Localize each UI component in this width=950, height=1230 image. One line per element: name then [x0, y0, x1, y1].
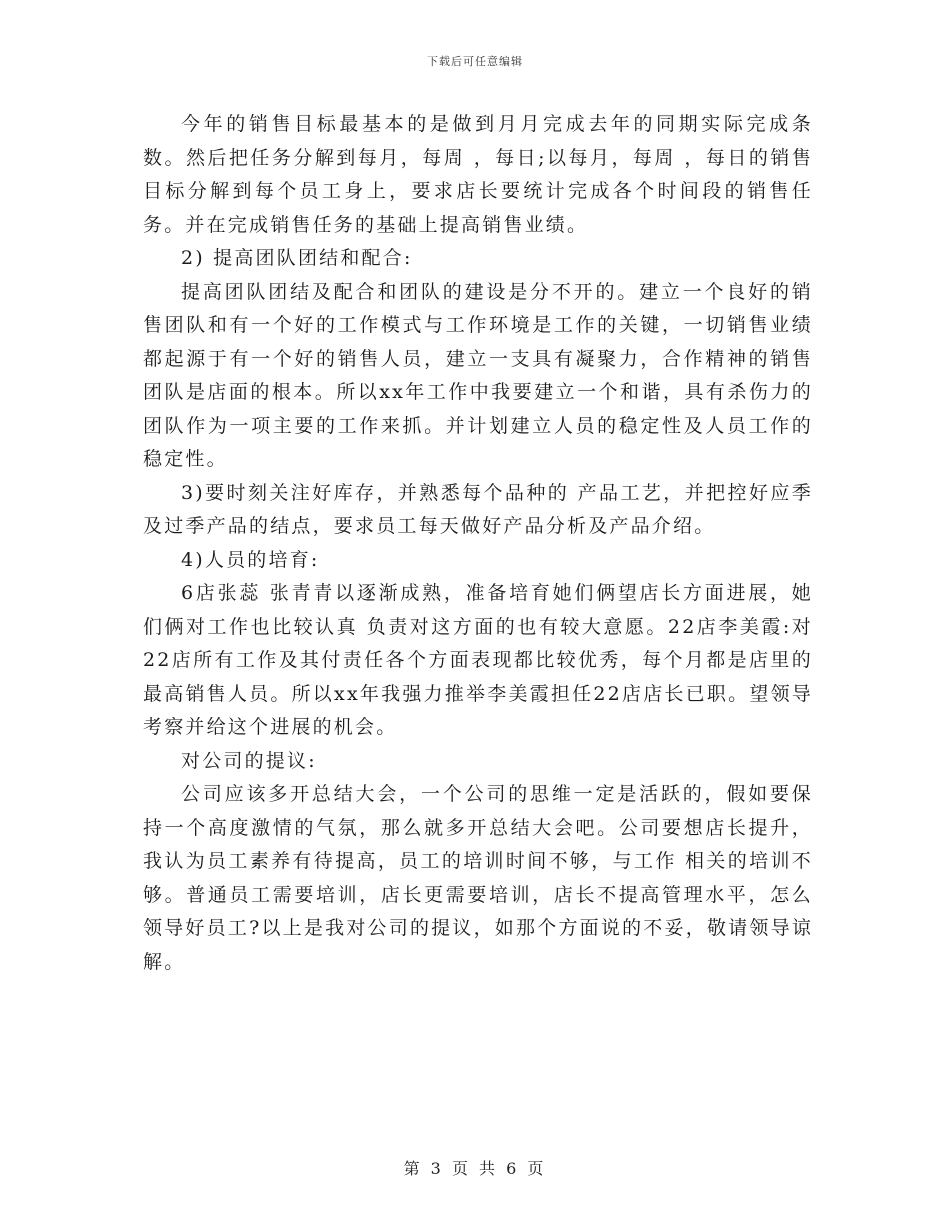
document-body — [143, 108, 813, 979]
paragraph-inventory: 3)要时刻关注好库存，并熟悉每个品种的 产品工艺，并把控好应季及过季产品的结点，要求员工每天做好产品分析及产品介绍。 — [143, 481, 813, 537]
heading-team-cooperation: 2) 提高团队团结和配合: — [181, 247, 413, 269]
paragraph-staff-training: 6店张蕊 张青青以逐渐成熟，准备培育她们俩望店长方面进展，她们俩对工作也比较认真 负责对这方面的也有较大意愿。22店李美霞:对22店所有工作及其付责任各个方面表现都比较优秀，每个月都是店里的最高销售人员。所以xx年我强力推举李美霞担任22店店长已职。望领导考察并给这个进展的机会。 — [143, 582, 813, 738]
paragraph-company-suggestions: 公司应该多开总结大会，一个公司的思维一定是活跃的，假如要保持一个高度激情的气氛，那么就多开总结大会吧。公司要想店长提升，我认为员工素养有待提高，员工的培训时间不够，与工作 相关的培训不够。普通员工需要培训，店长更需要培训，店长不提高管理水平，怎么领导好员工?以上是我对公司的提议，如那个方面说的不妥，敬请领导谅解。 — [143, 783, 813, 973]
page-header-note: 下载后可任意编辑 — [427, 55, 523, 68]
paragraph-team-building: 提高团队团结及配合和团队的建设是分不开的。建立一个良好的销售团队和有一个好的工作模式与工作环境是工作的关键，一切销售业绩都起源于有一个好的销售人员，建立一支具有凝聚力，合作精神的销售团队是店面的根本。所以xx年工作中我要建立一个和谐，具有杀伤力的团队作为一项主要的工作来抓。并计划建立人员的稳定性及人员工作的稳定性。 — [143, 280, 813, 470]
page-number: 第 3 页 共 6 页 — [403, 1159, 547, 1178]
paragraph-sales-target: 今年的销售目标最基本的是做到月月完成去年的同期实际完成条数。然后把任务分解到每月，每周 ，每日;以每月，每周 ，每日的销售目标分解到每个员工身上，要求店长要统计完成各个时间段的销售任务。并在完成销售任务的基础上提高销售业绩。 — [143, 113, 813, 236]
heading-staff-training: 4)人员的培育: — [181, 548, 320, 571]
heading-company-suggestions: 对公司的提议: — [181, 749, 317, 772]
